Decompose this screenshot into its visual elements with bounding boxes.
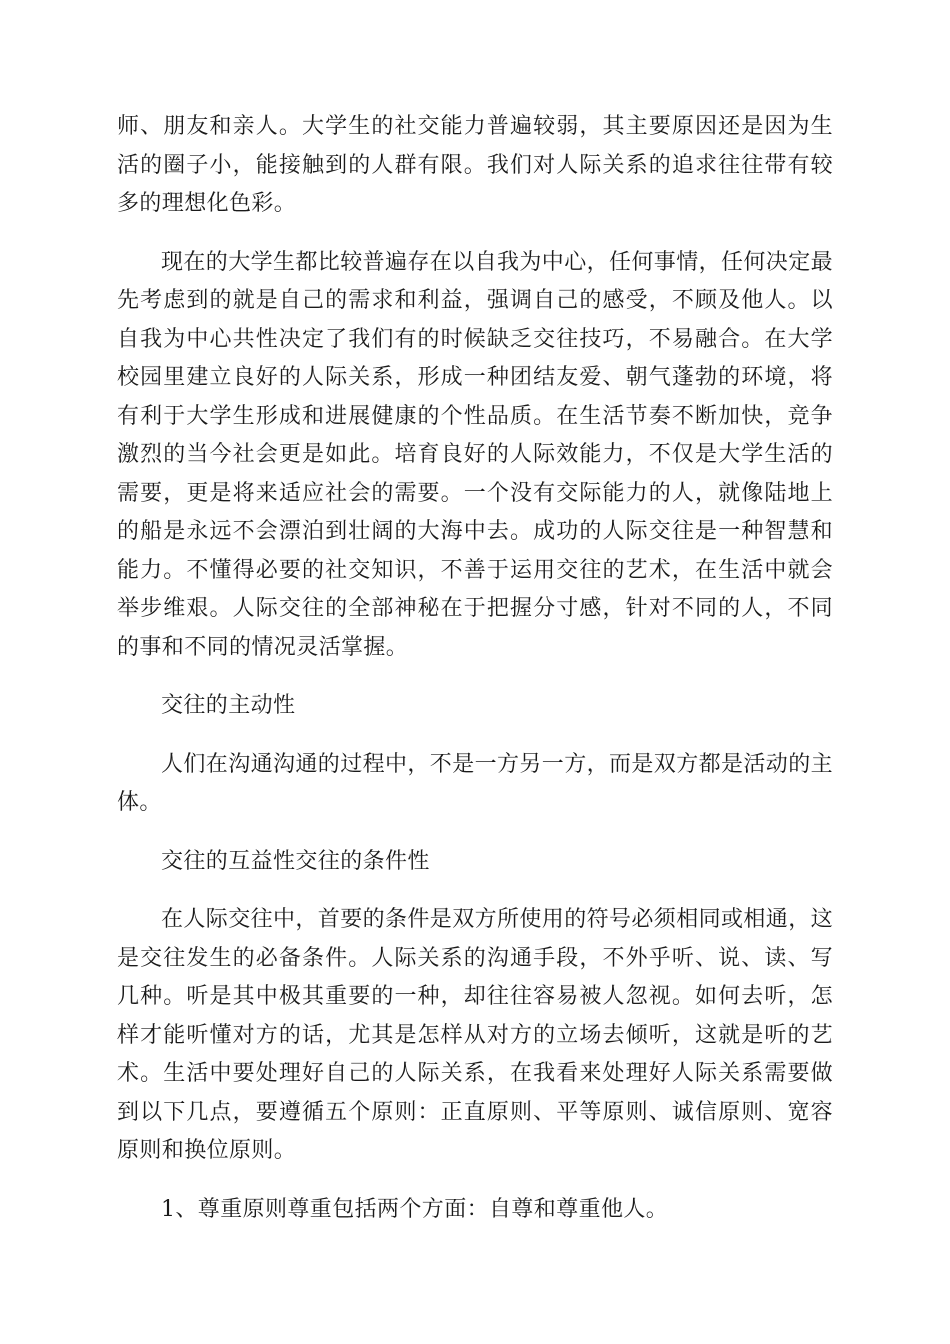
paragraph-initiative: 人们在沟通沟通的过程中，不是一方另一方，而是双方都是活动的主体。 <box>117 751 834 815</box>
document-body <box>117 108 833 1249</box>
paragraph-self-centered: 现在的大学生都比较普遍存在以自我为中心，任何事情，任何决定最先考虑到的就是自己的需求和利益，强调自己的感受，不顾及他人。以自我为中心共性决定了我们有的时候缺乏交往技巧，不易融合。在大学校园里建立良好的人际关系，形成一种团结友爱、朝气蓬勃的环境，将有利于大学生形成和进展健康的个性品质。在生活节奏不断加快，竞争激烈的当今社会更是如此。培育良好的人际效能力，不仅是大学生活的需要，更是将来适应社会的需要。一个没有交际能力的人，就像陆地上的船是永远不会漂泊到壮阔的大海中去。成功的人际交往是一种智慧和能力。不懂得必要的社交知识，不善于运用交往的艺术，在生活中就会举步维艰。人际交往的全部神秘在于把握分寸感，针对不同的人，不同的事和不同的情况灵活掌握。 <box>117 249 834 660</box>
heading-initiative: 交往的主动性 <box>161 693 296 718</box>
paragraph-conditions: 在人际交往中，首要的条件是双方所使用的符号必须相同或相通，这是交往发生的必备条件。人际关系的沟通手段，不外乎听、说、读、写几种。听是其中极其重要的一种，却往往容易被人忽视。如何去听，怎样才能听懂对方的话，尤其是怎样从对方的立场去倾听，这就是听的艺术。生活中要处理好自己的人际关系，在我看来处理好人际关系需要做到以下几点，要遵循五个原则：正直原则、平等原则、诚信原则、宽容原则和换位原则。 <box>117 907 834 1163</box>
list-item-respect: 1、尊重原则尊重包括两个方面：自尊和尊重他人。 <box>161 1196 669 1222</box>
paragraph-continuation: 师、朋友和亲人。大学生的社交能力普遍较弱，其主要原因还是因为生活的圈子小，能接触到的人群有限。我们对人际关系的追求往往带有较多的理想化色彩。 <box>117 114 833 216</box>
heading-mutual-benefit: 交往的互益性交往的条件性 <box>161 848 430 874</box>
